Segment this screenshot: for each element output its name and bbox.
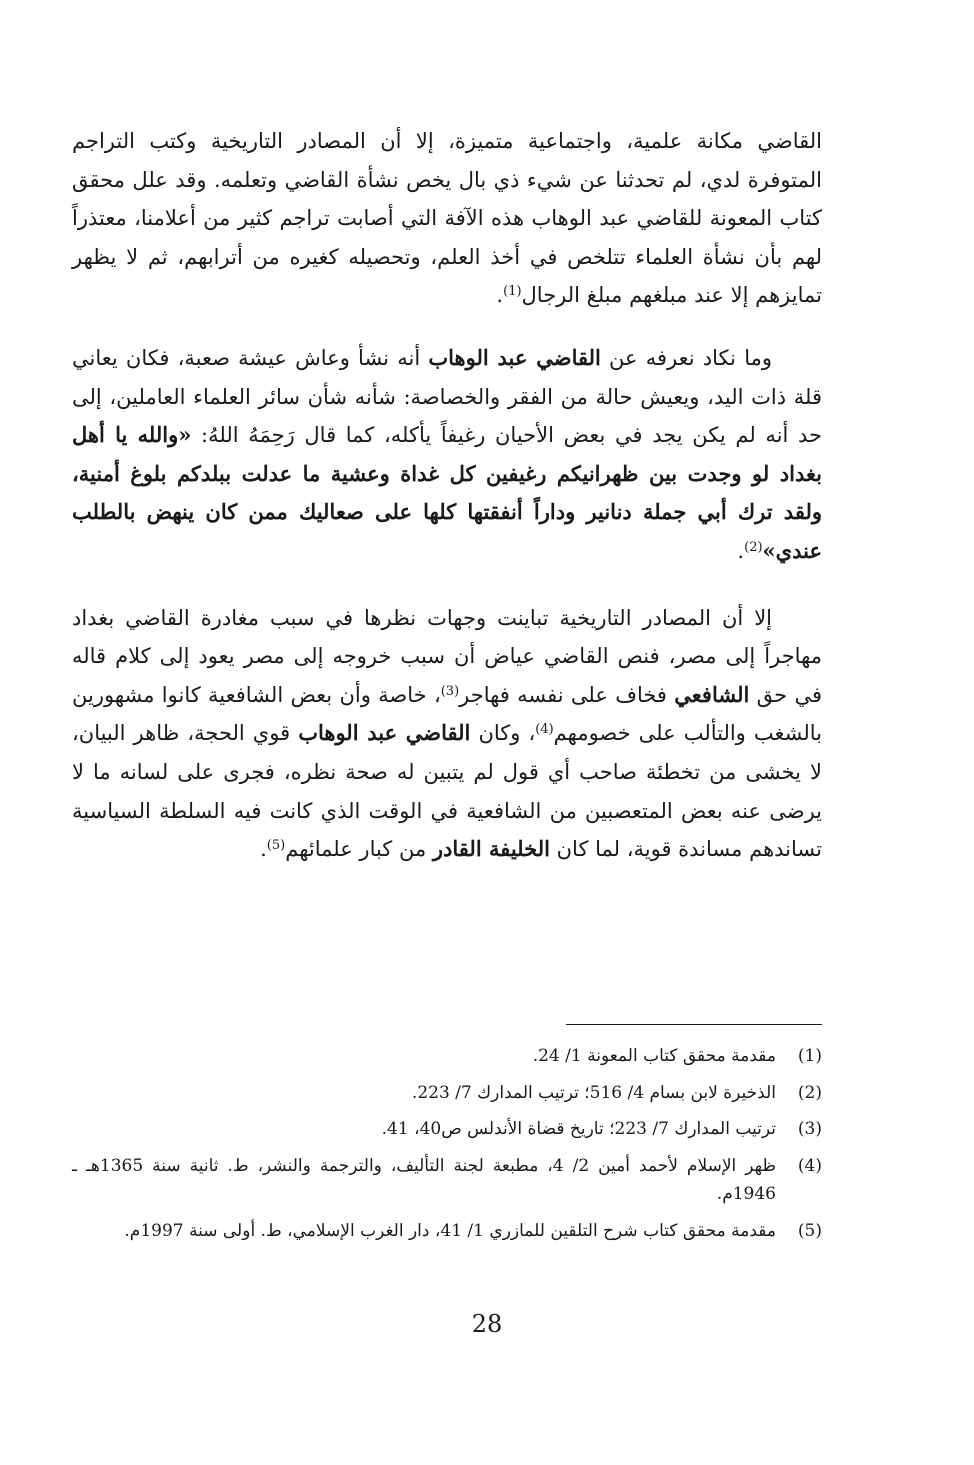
footnote-number: (4) [797, 1155, 822, 1176]
footnote-number: (2) [797, 1082, 822, 1103]
footnote-2 [72, 1079, 822, 1108]
footnote-ref-2: (2) [744, 539, 763, 555]
bold-name-abdulwahhab: القاضي عبد الوهاب [428, 344, 601, 370]
paragraph-2-end: . [737, 538, 745, 563]
footnote-number: (1) [797, 1046, 822, 1066]
footnote-3 [72, 1115, 822, 1144]
footnote-1 [72, 1042, 822, 1071]
footnote-text: مقدمة محقق كتاب شرح التلقين للمازري 1/ 41، دار الغرب الإسلامي، ط. أولى سنة 1997م. [124, 1220, 776, 1241]
footnote-text: ظهر الإسلام لأحمد أمين 2/ 4، مطبعة لجنة التأليف، والترجمة والنشر، ط. ثانية سنة 1365هـ ـ 1946م. [72, 1155, 776, 1204]
bold-name-caliph: الخليفة القادر [432, 836, 550, 862]
paragraph-2-text-a: وما نكاد نعرفه عن [609, 345, 772, 370]
footnote-ref-3: (3) [440, 683, 460, 699]
footnote-text: مقدمة محقق كتاب المعونة 1/ 24. [532, 1046, 776, 1066]
footnote-4 [72, 1152, 822, 1209]
paragraph-2 [72, 339, 822, 571]
paragraph-1-text: القاضي مكانة علمية، واجتماعية متميزة، إلا أن المصادر التاريخية وكتب التراجم المتوفرة لدي، لم تحدثنا عن شيء ذي بال يخص نشأة القاضي وتعلمه. وقد علل محقق كتاب المعونة للقاضي عبد الوهاب هذه الآفة التي أصابت تراجم كثير من أعلامنا، معتذراً لهم بأن نشأة العلماء تتلخص في أخذ العلم، وتحصيله كغيره من أترابهم، ثم لا يظهر تمايزهم إلا عند مبلغهم مبلغ الرجال [72, 129, 822, 308]
footnote-number: (3) [797, 1119, 822, 1139]
bold-name-abdulwahhab: القاضي عبد الوهاب [298, 720, 471, 746]
footnote-separator [566, 1024, 822, 1025]
page-number: 28 [471, 1310, 503, 1338]
paragraph-3 [72, 599, 822, 869]
footnote-ref-5: (5) [266, 838, 286, 854]
footnote-ref-1: (1) [503, 284, 522, 300]
paragraph-3-end: . [260, 837, 267, 862]
footnote-ref-4: (4) [535, 722, 554, 738]
paragraph-3-text-a: إلا أن المصادر التاريخية تباينت وجهات نظرها في سبب مغادرة القاضي بغداد مهاجراً إلى مصر، فنص القاضي عياض أن سبب خروجه إلى مصر يعود إلى كلام قاله في حق [72, 605, 822, 707]
bold-name-shafii: الشافعي [674, 681, 750, 707]
footnote-text: ترتيب المدارك 7/ 223؛ تاريخ قضاة الأندلس ص40، 41. [381, 1119, 776, 1139]
main-text [72, 122, 822, 897]
paragraph-1 [72, 122, 822, 315]
paragraph-3-text-d: ، وكان [478, 721, 536, 746]
footnote-5 [72, 1217, 822, 1246]
paragraph-3-text-e: قوي الحجة، ظاهر البيان، لا يخشى من تخطئة صاحب أي قول لم يتبين له صحة نظره، فجرى على لسانه ما لا يرضى عنه بعض المتعصبين من الشافعية في الوقت الذي كانت فيه السلطة السياسية تساندهم مساندة قوية، لما كان [72, 721, 822, 862]
paragraph-3-text-f: من كبار علمائهم [285, 837, 427, 862]
paragraph-1-end: . [496, 283, 504, 308]
bold-quote: «والله يا أهل بغداد لو وجدت بين ظهرانيكم رغيفين كل غداة وعشية ما عدلت ببلدكم بلوغ أمنية، ولقد ترك أبي جملة دنانير وداراً أنفقتها كلها على صعاليك ممن كان ينهض بالطلب عندي» [72, 422, 822, 563]
footnote-number: (5) [797, 1220, 822, 1241]
paragraph-2-text-b: أنه نشأ وعاش عيشة صعبة، فكان يعاني قلة ذات اليد، ويعيش حالة من الفقر والخصاصة: شأنه شأن سائر العلماء العاملين، إلى حد أنه لم يكن يجد في بعض الأحيان رغيفاً يأكله، كما قال رَحِمَهُ اللهُ: [72, 345, 823, 448]
footnotes [72, 1042, 822, 1253]
footnote-text: الذخيرة لابن بسام 4/ 516؛ ترتيب المدارك 7/ 223. [411, 1082, 776, 1103]
paragraph-3-text-b: فخاف على نفسه فهاجر [459, 682, 667, 707]
paragraph-3-text-c: ، خاصة وأن بعض الشافعية كانوا مشهورين بالشغب والتألب على خصومهم [72, 682, 823, 746]
